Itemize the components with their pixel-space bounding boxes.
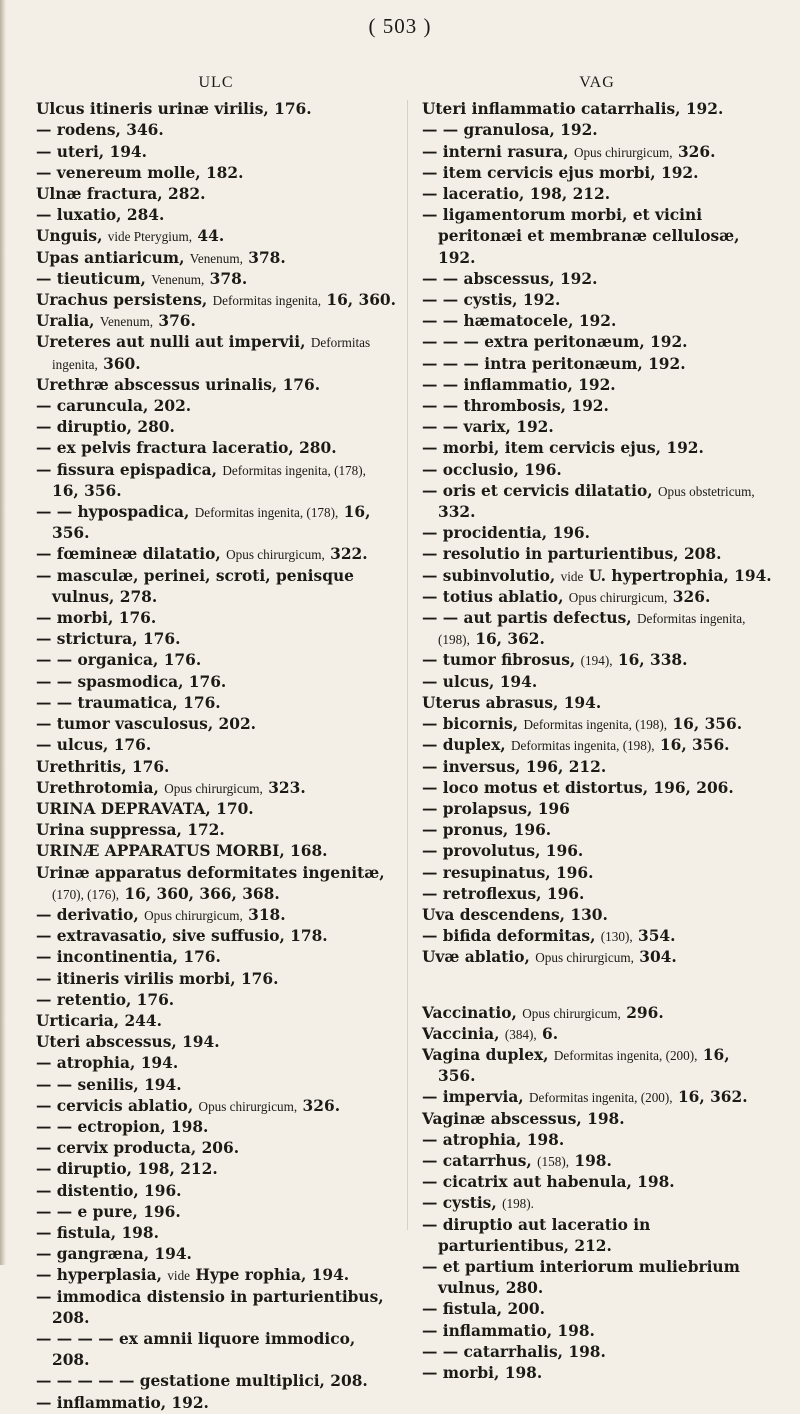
entry-term: — provolutus, 196. bbox=[422, 842, 584, 861]
index-entry bbox=[422, 1172, 772, 1193]
entry-reference: (170), (176), bbox=[52, 886, 120, 902]
index-entry bbox=[36, 650, 396, 671]
section-gap bbox=[422, 969, 772, 1003]
entry-term: — impervia, bbox=[422, 1088, 530, 1107]
entry-term: — caruncula, 202. bbox=[36, 397, 192, 416]
index-entry bbox=[422, 99, 772, 120]
entry-term: — ex pelvis fractura laceratio, 280. bbox=[36, 439, 337, 458]
index-entry bbox=[36, 778, 396, 799]
entry-reference: Deformitas ingenita, (200), bbox=[553, 1047, 698, 1063]
entry-pages: 16, 362. bbox=[672, 1088, 748, 1107]
entry-term: — — — — — gestatione multiplici, 208. bbox=[36, 1372, 368, 1391]
index-entry bbox=[36, 99, 396, 120]
index-entry bbox=[36, 120, 396, 141]
index-entry bbox=[422, 820, 772, 841]
index-entry bbox=[36, 1393, 396, 1414]
entry-term: Vagina duplex, bbox=[422, 1045, 554, 1064]
entry-term: — — e pure, 196. bbox=[36, 1202, 181, 1221]
entry-term: — morbi, 176. bbox=[36, 609, 157, 628]
entry-term: — masculæ, perinei, scroti, penisque vulnus, 278. bbox=[36, 566, 354, 606]
index-entry bbox=[422, 757, 772, 778]
page-number: ( 503 ) bbox=[368, 14, 432, 38]
entry-term: — retentio, 176. bbox=[36, 990, 175, 1009]
index-entry bbox=[36, 332, 396, 374]
left-column bbox=[36, 72, 396, 1414]
index-entry bbox=[422, 693, 772, 714]
index-entry bbox=[36, 1138, 396, 1159]
index-entry bbox=[36, 1287, 396, 1329]
index-entry bbox=[36, 311, 396, 332]
index-entry bbox=[422, 332, 772, 353]
entry-pages: 360. bbox=[97, 354, 141, 373]
entry-reference: Opus chirurgicum, bbox=[535, 950, 634, 966]
entry-term: — strictura, 176. bbox=[36, 630, 181, 649]
entry-pages: 296. bbox=[620, 1003, 664, 1022]
entry-term: — diruptio, 198, 212. bbox=[36, 1160, 218, 1179]
entry-term: — — — extra peritonæum, 192. bbox=[422, 333, 688, 352]
entry-term: — resolutio in parturientibus, 208. bbox=[422, 545, 722, 564]
entry-term: — pronus, 196. bbox=[422, 821, 552, 840]
index-entry bbox=[36, 184, 396, 205]
index-entry bbox=[422, 608, 772, 650]
entry-term: — — hæmatocele, 192. bbox=[422, 312, 617, 331]
entry-term: — loco motus et distortus, 196, 206. bbox=[422, 778, 734, 797]
index-entry bbox=[422, 1003, 772, 1024]
entry-term: — ulcus, 194. bbox=[422, 672, 538, 691]
entry-reference: vide bbox=[560, 568, 584, 584]
index-entry bbox=[36, 693, 396, 714]
index-entry bbox=[36, 1159, 396, 1180]
entry-term: — venereum molle, 182. bbox=[36, 163, 244, 182]
entry-term: Uteri inflammatio catarrhalis, 192. bbox=[422, 100, 724, 119]
entry-term: — — catarrhalis, 198. bbox=[422, 1342, 606, 1361]
entry-term: Unguis, bbox=[36, 227, 108, 246]
entry-term: — — thrombosis, 192. bbox=[422, 397, 609, 416]
index-entry bbox=[36, 1053, 396, 1074]
entry-term: — diruptio, 280. bbox=[36, 418, 175, 437]
index-entry bbox=[36, 799, 396, 820]
entry-pages: 16, 360, 366, 368. bbox=[119, 884, 280, 903]
entry-pages: 326. bbox=[672, 142, 716, 161]
index-entry bbox=[36, 290, 396, 311]
index-entry bbox=[422, 311, 772, 332]
index-entry bbox=[36, 502, 396, 544]
index-entry bbox=[36, 1371, 396, 1392]
entry-reference: (384), bbox=[504, 1026, 537, 1042]
entry-term: — incontinentia, 176. bbox=[36, 948, 221, 967]
entry-term: — interni rasura, bbox=[422, 142, 574, 161]
index-entry bbox=[36, 226, 396, 247]
entry-term: Uralia, bbox=[36, 312, 100, 331]
index-entry bbox=[422, 1215, 772, 1257]
entry-term: — tumor vasculosus, 202. bbox=[36, 715, 257, 734]
entry-pages: 323. bbox=[262, 778, 306, 797]
entry-term: Urethritis, 176. bbox=[36, 757, 170, 776]
index-entry bbox=[422, 1045, 772, 1087]
index-entry bbox=[422, 905, 772, 926]
index-entry bbox=[422, 460, 772, 481]
entry-term: — fistula, 200. bbox=[422, 1300, 545, 1319]
right-entry-list bbox=[422, 99, 772, 1384]
entry-term: — morbi, item cervicis ejus, 192. bbox=[422, 439, 704, 458]
entry-pages: 44. bbox=[192, 227, 225, 246]
entry-pages: 198. bbox=[569, 1151, 612, 1170]
entry-term: — — hypospadica, bbox=[36, 503, 195, 522]
index-entry bbox=[422, 142, 772, 163]
entry-term: — fistula, 198. bbox=[36, 1223, 159, 1242]
entry-term: — — ectropion, 198. bbox=[36, 1117, 209, 1136]
entry-term: — catarrhus, bbox=[422, 1151, 538, 1170]
entry-pages: 326. bbox=[297, 1096, 341, 1115]
entry-reference: vide Pterygium, bbox=[107, 229, 193, 245]
entry-reference: Opus chirurgicum, bbox=[226, 547, 325, 563]
right-column-header: VAG bbox=[579, 74, 615, 91]
index-entry bbox=[422, 120, 772, 141]
entry-pages: 16, 356. bbox=[654, 736, 730, 755]
index-entry bbox=[422, 544, 772, 565]
index-entry bbox=[422, 778, 772, 799]
entry-reference: Opus chirurgicum, bbox=[164, 780, 263, 796]
entry-term: — item cervicis ejus morbi, 192. bbox=[422, 163, 699, 182]
index-entry bbox=[422, 396, 772, 417]
entry-term: Vaginæ abscessus, 198. bbox=[422, 1109, 625, 1128]
entry-term: — oris et cervicis dilatatio, bbox=[422, 481, 658, 500]
entry-term: Uvæ ablatio, bbox=[422, 948, 536, 967]
entry-reference: Deformitas ingenita, bbox=[52, 335, 371, 372]
entry-term: — et partium interiorum muliebrium vulnus, 280. bbox=[422, 1257, 740, 1298]
entry-term: — luxatio, 284. bbox=[36, 206, 165, 225]
index-entry bbox=[36, 375, 396, 396]
entry-term: Urticaria, 244. bbox=[36, 1011, 162, 1030]
index-entry bbox=[422, 205, 772, 269]
entry-term: — cystis, bbox=[422, 1194, 503, 1213]
entry-reference: vide bbox=[167, 1268, 191, 1284]
entry-term: — atrophia, 198. bbox=[422, 1130, 565, 1149]
entry-term: — — — — ex amnii liquore immodico, 208. bbox=[36, 1329, 356, 1370]
entry-term: Upas antiaricum, bbox=[36, 248, 190, 267]
index-entry bbox=[422, 650, 772, 671]
entry-reference: (194), bbox=[580, 653, 613, 669]
index-entry bbox=[422, 1321, 772, 1342]
entry-reference: Venenum, bbox=[99, 314, 153, 330]
entry-term: — cervix producta, 206. bbox=[36, 1139, 240, 1158]
entry-term: Urina suppressa, 172. bbox=[36, 821, 225, 840]
index-entry bbox=[422, 1109, 772, 1130]
entry-pages: 16, 362. bbox=[469, 630, 545, 649]
index-entry bbox=[36, 1202, 396, 1223]
entry-pages: U. hypertrophia, 194. bbox=[583, 566, 772, 585]
index-entry bbox=[36, 735, 396, 756]
entry-term: — retroflexus, 196. bbox=[422, 884, 585, 903]
entry-term: — atrophia, 194. bbox=[36, 1054, 179, 1073]
index-entry bbox=[422, 799, 772, 820]
entry-pages: 16, 356. bbox=[52, 481, 122, 500]
entry-pages: 304. bbox=[633, 948, 677, 967]
entry-reference: (158), bbox=[537, 1153, 570, 1169]
entry-term: — hyperplasia, bbox=[36, 1266, 168, 1285]
entry-term: Ureteres aut nulli aut impervii, bbox=[36, 333, 311, 352]
entry-term: — uteri, 194. bbox=[36, 142, 147, 161]
entry-term: Urethræ abscessus urinalis, 176. bbox=[36, 375, 321, 394]
entry-reference: Venenum, bbox=[151, 271, 205, 287]
index-entry bbox=[422, 1363, 772, 1384]
entry-reference: Deformitas ingenita, (178), bbox=[222, 462, 366, 478]
index-entry bbox=[422, 1342, 772, 1363]
entry-term: — tumor fibrosus, bbox=[422, 651, 581, 670]
entry-term: — — senilis, 194. bbox=[36, 1075, 182, 1094]
index-entry bbox=[422, 1299, 772, 1320]
index-entry bbox=[36, 460, 396, 502]
index-entry bbox=[422, 269, 772, 290]
entry-pages: 326. bbox=[667, 587, 711, 606]
entry-term: — — spasmodica, 176. bbox=[36, 672, 227, 691]
index-entry bbox=[36, 248, 396, 269]
index-entry bbox=[36, 926, 396, 947]
index-entry bbox=[422, 926, 772, 947]
index-entry bbox=[422, 735, 772, 756]
entry-term: — morbi, 198. bbox=[422, 1363, 543, 1382]
index-entry bbox=[422, 672, 772, 693]
entry-pages: 354. bbox=[632, 927, 676, 946]
entry-reference: Deformitas ingenita, bbox=[212, 293, 321, 309]
index-entry bbox=[422, 163, 772, 184]
index-entry bbox=[36, 672, 396, 693]
entry-reference: Deformitas ingenita, (198), bbox=[523, 717, 668, 733]
index-entry bbox=[36, 417, 396, 438]
entry-term: — procidentia, 196. bbox=[422, 524, 590, 543]
entry-pages: 16, 356. bbox=[52, 503, 371, 543]
index-entry bbox=[36, 1244, 396, 1265]
index-entry bbox=[422, 290, 772, 311]
entry-term: — — organica, 176. bbox=[36, 651, 202, 670]
entry-term: Urachus persistens, bbox=[36, 291, 213, 310]
entry-pages: 318. bbox=[242, 905, 286, 924]
entry-pages: 16, 338. bbox=[612, 651, 688, 670]
index-entry bbox=[36, 438, 396, 459]
index-entry bbox=[36, 396, 396, 417]
index-entry bbox=[422, 354, 772, 375]
index-entry bbox=[36, 714, 396, 735]
index-entry bbox=[422, 1130, 772, 1151]
entry-pages: 378. bbox=[204, 269, 248, 288]
entry-term: — distentio, 196. bbox=[36, 1181, 182, 1200]
index-entry bbox=[422, 523, 772, 544]
index-entry bbox=[36, 1181, 396, 1202]
index-entry bbox=[422, 1087, 772, 1108]
entry-reference: (198). bbox=[502, 1196, 534, 1212]
index-entry bbox=[36, 163, 396, 184]
entry-term: Ulcus itineris urinæ virilis, 176. bbox=[36, 100, 312, 119]
entry-reference: Deformitas ingenita, (200), bbox=[529, 1090, 673, 1106]
index-entry bbox=[422, 884, 772, 905]
index-entry bbox=[36, 1096, 396, 1117]
entry-term: — cervicis ablatio, bbox=[36, 1096, 199, 1115]
entry-term: — laceratio, 198, 212. bbox=[422, 185, 611, 204]
entry-reference: Deformitas ingenita, (198), bbox=[438, 611, 746, 648]
index-entry bbox=[36, 1265, 396, 1286]
index-entry bbox=[36, 905, 396, 926]
entry-term: — — cystis, 192. bbox=[422, 291, 561, 310]
entry-term: — fœmineæ dilatatio, bbox=[36, 545, 227, 564]
entry-reference: (130), bbox=[600, 929, 633, 945]
entry-reference: Opus chirurgicum, bbox=[573, 144, 673, 160]
entry-term: — inflammatio, 198. bbox=[422, 1321, 595, 1340]
left-entry-list bbox=[36, 99, 396, 1414]
entry-term: — prolapsus, 196 bbox=[422, 799, 570, 818]
entry-term: Vaccinia, bbox=[422, 1024, 505, 1043]
entry-reference: Deformitas ingenita, (178), bbox=[194, 505, 339, 521]
entry-term: — — aut partis defectus, bbox=[422, 609, 637, 628]
entry-term: — cicatrix aut habenula, 198. bbox=[422, 1173, 675, 1192]
entry-term: — itineris virilis morbi, 176. bbox=[36, 969, 279, 988]
entry-term: — occlusio, 196. bbox=[422, 460, 562, 479]
entry-term: — rodens, 346. bbox=[36, 121, 164, 140]
index-entry bbox=[422, 184, 772, 205]
index-entry bbox=[422, 714, 772, 735]
entry-term: — subinvolutio, bbox=[422, 566, 561, 585]
entry-term: — derivatio, bbox=[36, 905, 145, 924]
entry-term: — bifida deformitas, bbox=[422, 927, 601, 946]
entry-reference: Opus obstetricum, bbox=[658, 483, 755, 499]
left-column-header: ULC bbox=[198, 74, 234, 91]
entry-pages: 378. bbox=[242, 248, 286, 267]
index-entry bbox=[422, 863, 772, 884]
index-entry bbox=[422, 481, 772, 523]
index-entry bbox=[36, 1329, 396, 1371]
entry-term: Ulnæ fractura, 282. bbox=[36, 185, 206, 204]
entry-pages: 332. bbox=[438, 503, 476, 522]
index-entry bbox=[36, 269, 396, 290]
entry-term: Uteri abscessus, 194. bbox=[36, 1033, 220, 1052]
index-entry bbox=[422, 375, 772, 396]
index-entry bbox=[36, 544, 396, 565]
entry-term: Uva descendens, 130. bbox=[422, 905, 608, 924]
index-entry bbox=[36, 757, 396, 778]
entry-term: — fissura epispadica, bbox=[36, 460, 223, 479]
index-entry bbox=[36, 969, 396, 990]
index-entry bbox=[422, 1024, 772, 1045]
index-entry bbox=[36, 205, 396, 226]
entry-term: — ulcus, 176. bbox=[36, 736, 152, 755]
index-entry bbox=[422, 1193, 772, 1214]
entry-term: — — varix, 192. bbox=[422, 418, 554, 437]
entry-term: — diruptio aut laceratio in parturientibus, 212. bbox=[422, 1215, 651, 1255]
entry-term: — inversus, 196, 212. bbox=[422, 757, 607, 776]
index-entry bbox=[36, 1011, 396, 1032]
entry-pages: Hype rophia, 194. bbox=[190, 1266, 350, 1285]
index-entry bbox=[36, 142, 396, 163]
entry-term: — — inflammatio, 192. bbox=[422, 375, 616, 394]
index-entry bbox=[36, 608, 396, 629]
entry-term: — inflammatio, 192. bbox=[36, 1393, 209, 1412]
entry-pages: 376. bbox=[153, 312, 196, 331]
index-entry bbox=[36, 990, 396, 1011]
entry-term: — tieuticum, bbox=[36, 269, 152, 288]
entry-pages: 16, 356. bbox=[667, 715, 743, 734]
index-entry bbox=[36, 947, 396, 968]
column-divider bbox=[407, 100, 408, 1230]
entry-term: Uterus abrasus, 194. bbox=[422, 693, 602, 712]
index-entry bbox=[36, 841, 396, 862]
entry-term: — resupinatus, 196. bbox=[422, 863, 594, 882]
entry-term: Urethrotomia, bbox=[36, 778, 165, 797]
entry-term: URINA DEPRAVATA, 170. bbox=[36, 799, 254, 818]
index-entry bbox=[422, 841, 772, 862]
entry-reference: Opus chirurgicum, bbox=[198, 1098, 298, 1114]
index-entry bbox=[422, 417, 772, 438]
index-entry bbox=[422, 566, 772, 587]
index-entry bbox=[36, 820, 396, 841]
entry-term: URINÆ APPARATUS MORBI, 168. bbox=[36, 842, 328, 861]
entry-term: Vaccinatio, bbox=[422, 1003, 523, 1022]
entry-reference: Venenum, bbox=[189, 250, 243, 266]
entry-term: — immodica distensio in parturientibus, 208. bbox=[36, 1287, 384, 1327]
entry-pages: 16, 356. bbox=[438, 1045, 730, 1086]
entry-reference: Opus chirurgicum, bbox=[144, 907, 243, 923]
index-entry bbox=[36, 1032, 396, 1053]
entry-term: — — granulosa, 192. bbox=[422, 121, 598, 140]
entry-reference: Opus chirurgicum, bbox=[568, 589, 668, 605]
entry-term: — extravasatio, sive suffusio, 178. bbox=[36, 927, 328, 946]
entry-term: Urinæ apparatus deformitates ingenitæ, bbox=[36, 863, 385, 882]
index-entry bbox=[36, 1075, 396, 1096]
entry-term: — — abscessus, 192. bbox=[422, 269, 598, 288]
index-entry bbox=[422, 947, 772, 968]
index-entry bbox=[422, 1257, 772, 1299]
index-entry bbox=[422, 438, 772, 459]
index-entry bbox=[422, 1151, 772, 1172]
entry-reference: Deformitas ingenita, (198), bbox=[511, 738, 655, 754]
index-entry bbox=[36, 629, 396, 650]
index-entry bbox=[36, 863, 396, 905]
entry-pages: 16, 360. bbox=[321, 291, 396, 310]
entry-term: — — traumatica, 176. bbox=[36, 693, 221, 712]
index-entry bbox=[36, 1223, 396, 1244]
entry-pages: 322. bbox=[324, 545, 368, 564]
entry-term: — totius ablatio, bbox=[422, 587, 569, 606]
index-entry bbox=[36, 566, 396, 608]
entry-term: — — — intra peritonæum, 192. bbox=[422, 354, 686, 373]
entry-term: — duplex, bbox=[422, 736, 511, 755]
entry-term: — bicornis, bbox=[422, 715, 524, 734]
index-entry bbox=[36, 1117, 396, 1138]
page-edge-shadow bbox=[0, 0, 6, 1265]
index-entry bbox=[422, 587, 772, 608]
entry-term: — gangræna, 194. bbox=[36, 1245, 192, 1264]
right-column bbox=[422, 72, 772, 1384]
entry-term: — ligamentorum morbi, et vicini peritonæi et membranæ cellulosæ, 192. bbox=[422, 206, 740, 267]
entry-pages: 6. bbox=[536, 1024, 559, 1043]
entry-reference: Opus chirurgicum, bbox=[522, 1005, 621, 1021]
